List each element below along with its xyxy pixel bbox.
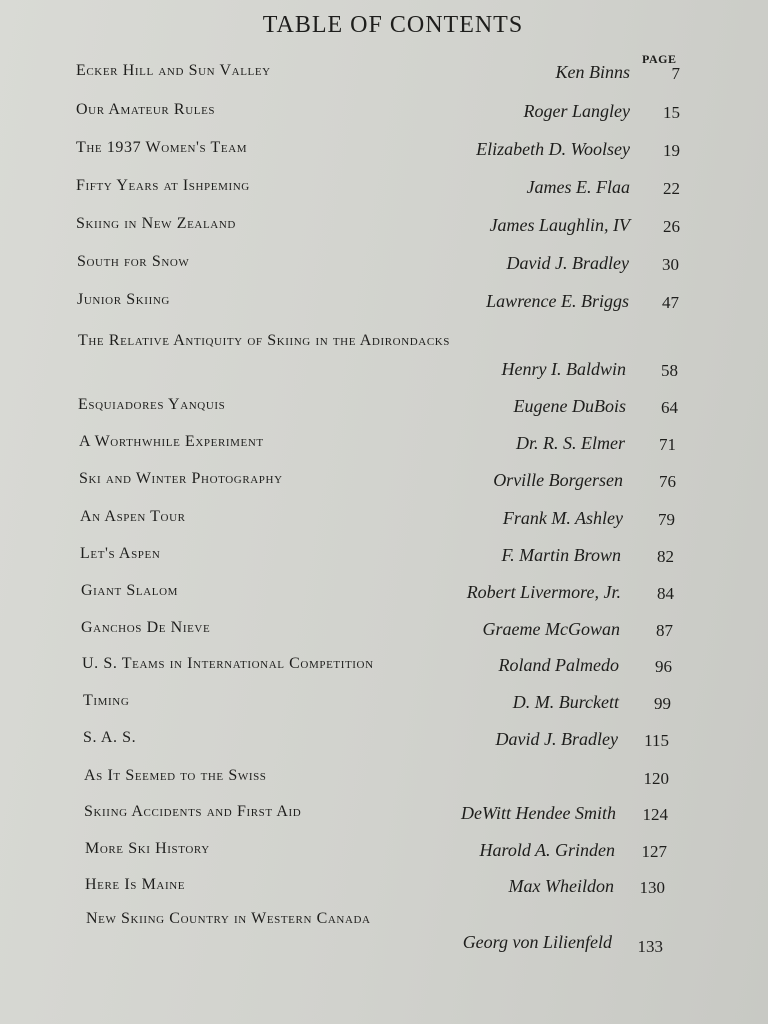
entry-title: Junior Skiing <box>77 291 170 308</box>
entry-author: Ken Binns <box>555 62 630 82</box>
entry-page: 82 <box>657 547 674 566</box>
toc-entry <box>0 62 768 90</box>
toc-entry <box>0 767 768 795</box>
toc-entry <box>0 582 768 610</box>
entry-page: 127 <box>641 842 667 861</box>
entry-author: James E. Flaa <box>526 177 630 197</box>
toc-entry <box>0 655 768 683</box>
toc-entry <box>0 433 768 461</box>
entry-title: Skiing Accidents and First Aid <box>84 803 302 820</box>
entry-author: Elizabeth D. Woolsey <box>476 139 630 159</box>
toc-entry <box>0 470 768 498</box>
toc-entry <box>0 396 768 424</box>
entry-author: DeWitt Hendee Smith <box>461 803 616 823</box>
entry-page: 96 <box>655 657 672 676</box>
toc-entry <box>0 729 768 757</box>
entry-title: Let's Aspen <box>80 545 161 562</box>
entry-title: U. S. Teams in International Competition <box>82 655 374 672</box>
entry-title: Here Is Maine <box>85 876 186 893</box>
entry-author: Georg von Lilienfeld <box>462 932 612 952</box>
toc-entry <box>0 177 768 205</box>
entry-page: 26 <box>663 217 680 236</box>
entry-title: Fifty Years at Ishpeming <box>76 177 250 194</box>
entry-author: Eugene DuBois <box>513 396 626 416</box>
entry-title: An Aspen Tour <box>80 508 186 525</box>
entry-page: 115 <box>644 731 669 750</box>
entry-author: Lawrence E. Briggs <box>486 291 629 311</box>
entry-page: 76 <box>659 472 676 491</box>
entry-page: 133 <box>637 937 663 956</box>
entry-page: 19 <box>663 141 680 160</box>
toc-entry <box>0 291 768 319</box>
entry-author: Frank M. Ashley <box>502 508 623 528</box>
entry-author: Roger Langley <box>523 101 630 121</box>
toc-entry <box>0 876 768 904</box>
entry-page: 87 <box>656 621 673 640</box>
entry-page: 58 <box>661 361 678 380</box>
toc-entry <box>0 101 768 129</box>
entry-page: 47 <box>662 293 679 312</box>
entry-page: 15 <box>663 103 680 122</box>
toc-entry <box>0 332 768 380</box>
entry-title: Skiing in New Zealand <box>76 215 236 232</box>
entry-title: Esquiadores Yanquis <box>78 396 226 413</box>
entry-title: As It Seemed to the Swiss <box>84 767 267 784</box>
entry-title: Our Amateur Rules <box>76 101 216 118</box>
entry-author: F. Martin Brown <box>501 545 621 565</box>
entry-page: 30 <box>662 255 679 274</box>
entry-title: A Worthwhile Experiment <box>79 433 264 450</box>
entry-page: 84 <box>657 584 674 603</box>
entry-page: 71 <box>659 435 676 454</box>
entry-title: Giant Slalom <box>81 582 179 599</box>
entry-author: Graeme McGowan <box>482 619 620 639</box>
toc-heading: TABLE OF CONTENTS <box>262 12 524 38</box>
entry-page: 130 <box>639 878 665 897</box>
page-column-label: PAGE <box>642 52 677 66</box>
entry-author: Harold A. Grinden <box>479 840 615 860</box>
entry-title: Ecker Hill and Sun Valley <box>76 62 271 79</box>
entry-title: More Ski History <box>85 840 210 857</box>
entry-title: The 1937 Women's Team <box>76 139 248 156</box>
entry-author: Robert Livermore, Jr. <box>466 582 621 602</box>
toc-entry <box>0 253 768 281</box>
entry-title: Ganchos De Nieve <box>81 619 211 636</box>
entry-author: D. M. Burckett <box>512 692 619 712</box>
toc-entry <box>0 508 768 536</box>
toc-entry <box>0 215 768 243</box>
entry-author: Roland Palmedo <box>498 655 619 675</box>
toc-entry <box>0 139 768 167</box>
entry-author: James Laughlin, IV <box>489 215 630 235</box>
entry-page: 22 <box>663 179 680 198</box>
entry-title: South for Snow <box>77 253 190 270</box>
entry-page: 124 <box>642 805 668 824</box>
toc-entry <box>0 840 768 868</box>
toc-entry <box>0 545 768 573</box>
entry-author: David J. Bradley <box>495 729 618 749</box>
entry-page: 79 <box>658 510 675 529</box>
entry-title: The Relative Antiquity of Skiing in the Adirondacks <box>78 332 451 349</box>
entry-title: Ski and Winter Photography <box>79 470 283 487</box>
entry-page: 7 <box>671 64 680 83</box>
toc-entry <box>0 692 768 720</box>
entry-title: New Skiing Country in Western Canada <box>86 910 371 927</box>
toc-entry <box>0 910 768 956</box>
entry-page: 64 <box>661 398 678 417</box>
entry-author: David J. Bradley <box>506 253 629 273</box>
toc-entry <box>0 619 768 647</box>
entry-page: 120 <box>643 769 669 788</box>
entry-title: S. A. S. <box>83 729 137 746</box>
entry-author: Orville Borgersen <box>493 470 623 490</box>
entry-title: Timing <box>83 692 130 709</box>
entry-author: Max Wheildon <box>508 876 614 896</box>
toc-entry <box>0 803 768 831</box>
entry-author: Henry I. Baldwin <box>501 359 626 379</box>
entry-page: 99 <box>654 694 671 713</box>
entry-author: Dr. R. S. Elmer <box>516 433 625 453</box>
